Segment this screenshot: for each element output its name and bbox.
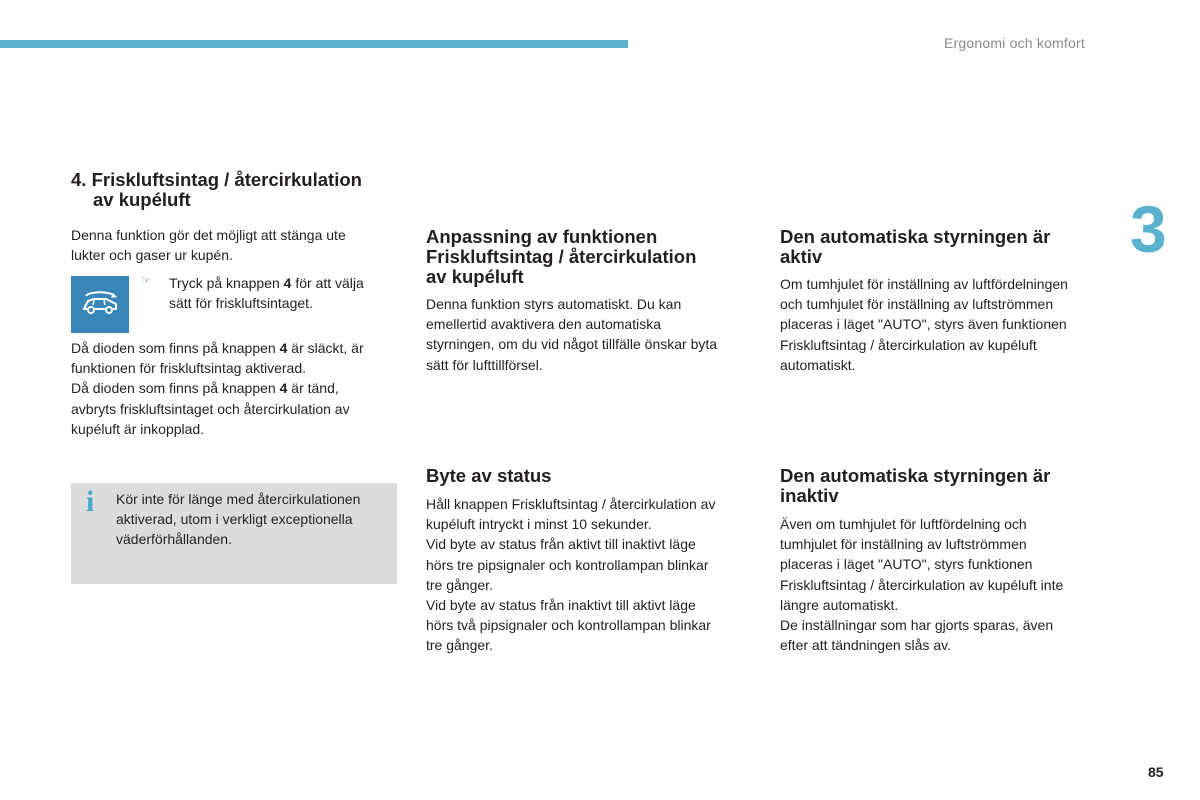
text-line: Denna funktion styrs automatiskt. Du kan bbox=[426, 296, 682, 312]
text-line: placeras i läget "AUTO", styrs även funktionen bbox=[780, 316, 1067, 333]
pointing-hand-icon: ☞ bbox=[141, 275, 151, 287]
text-line: Friskluftsintag / återcirkulation av kupéluft bbox=[780, 336, 1037, 353]
intro-line: Denna funktion gör det möjligt att stänga ute bbox=[71, 227, 346, 243]
heading-auto-inactive bbox=[780, 466, 1050, 506]
text-line: och tumhjulet för inställning av luftströmmen bbox=[780, 296, 1054, 313]
heading-auto-active bbox=[780, 227, 1050, 267]
step-text: Tryck på knappen bbox=[169, 275, 284, 291]
info-line: Kör inte för länge med återcirkulationen bbox=[116, 491, 361, 507]
text-line: Friskluftsintag / återcirkulation av kupéluft inte bbox=[780, 576, 1064, 593]
chapter-number: 3 bbox=[1130, 192, 1167, 266]
text-line: sätt för lufttillförsel. bbox=[426, 356, 543, 373]
heading-line: inaktiv bbox=[780, 485, 839, 506]
text-line: Även om tumhjulet för luftfördelning och bbox=[780, 516, 1027, 532]
step-instruction bbox=[169, 273, 364, 313]
status-change-paragraph bbox=[426, 494, 715, 656]
main-heading bbox=[71, 170, 362, 210]
step-text: sätt för friskluftsintaget. bbox=[169, 295, 313, 312]
text-line: hörs två pipsignaler och kontrollampan blinkar bbox=[426, 617, 711, 634]
recirculation-button-illustration bbox=[71, 276, 129, 333]
text-line: styrningen, om du vid något tillfälle önskar byta bbox=[426, 336, 718, 353]
note-text: Då dioden som finns på knappen bbox=[71, 340, 280, 356]
heading-line: Den automatiska styrningen är bbox=[780, 226, 1051, 247]
button-number: 4 bbox=[279, 380, 288, 397]
text-line: placeras i läget "AUTO", styrs funktionen bbox=[780, 556, 1033, 573]
info-icon: i bbox=[86, 485, 95, 518]
intro-line: lukter och gaser ur kupén. bbox=[71, 247, 233, 264]
text-line: emellertid avaktivera den automatiska bbox=[426, 316, 662, 333]
text-line: tre gånger. bbox=[426, 637, 493, 654]
text-line: De inställningar som har gjorts sparas, även bbox=[780, 617, 1054, 634]
adaptation-paragraph bbox=[426, 294, 717, 375]
text-line: Vid byte av status från inaktivt till aktivt läge bbox=[426, 597, 696, 614]
heading-line: Friskluftsintag / återcirkulation bbox=[426, 246, 697, 267]
heading-line: Den automatiska styrningen är bbox=[780, 465, 1051, 486]
header-accent-bar bbox=[0, 40, 628, 48]
main-heading-line2: av kupéluft bbox=[93, 189, 191, 210]
text-line: automatiskt. bbox=[780, 356, 856, 373]
section-title: Ergonomi och komfort bbox=[944, 35, 1085, 51]
heading-line: av kupéluft bbox=[426, 266, 524, 287]
heading-status-change: Byte av status bbox=[426, 465, 552, 486]
text-line: tre gånger. bbox=[426, 576, 493, 593]
text-line: längre automatiskt. bbox=[780, 596, 899, 613]
note-text: är släckt, är bbox=[287, 340, 364, 356]
auto-inactive-paragraph bbox=[780, 514, 1063, 655]
text-line: kupéluft intryckt i minst 10 sekunder. bbox=[426, 516, 652, 533]
button-number: 4 bbox=[279, 340, 288, 356]
text-line: hörs tre pipsignaler och kontrollampan blinkar bbox=[426, 556, 709, 573]
step-text: för att välja bbox=[291, 275, 364, 291]
text-line: tumhjulet för inställning av luftströmmen bbox=[780, 536, 1027, 553]
info-line: väderförhållanden. bbox=[116, 531, 232, 548]
note-text: är tänd, bbox=[287, 380, 339, 397]
button-number: 4 bbox=[283, 275, 292, 291]
text-line: Vid byte av status från aktivt till inaktivt läge bbox=[426, 536, 696, 553]
main-heading-line1: 4. Friskluftsintag / återcirkulation bbox=[71, 169, 362, 190]
text-line: efter att tändningen slås av. bbox=[780, 637, 951, 654]
heading-line: aktiv bbox=[780, 246, 823, 267]
heading-adaptation bbox=[426, 227, 696, 287]
note-text: avbryts friskluftsintaget och återcirkulation av bbox=[71, 400, 350, 417]
led-status-paragraph bbox=[71, 338, 364, 439]
info-text bbox=[116, 489, 394, 550]
text-line: Om tumhjulet för inställning av luftfördelningen bbox=[780, 276, 1068, 292]
heading-line: Anpassning av funktionen bbox=[426, 226, 658, 247]
note-text: kupéluft är inkopplad. bbox=[71, 420, 205, 437]
recirculation-car-icon bbox=[80, 288, 120, 320]
note-text: funktionen för friskluftsintag aktiverad. bbox=[71, 360, 307, 377]
page-number: 85 bbox=[1148, 764, 1164, 780]
intro-paragraph bbox=[71, 225, 346, 265]
info-line: aktiverad, utom i verkligt exceptionella bbox=[116, 511, 353, 528]
auto-active-paragraph bbox=[780, 274, 1068, 375]
text-line: Håll knappen Friskluftsintag / återcirkulation av bbox=[426, 496, 716, 512]
info-notice-box bbox=[71, 483, 397, 584]
note-text: Då dioden som finns på knappen bbox=[71, 380, 280, 397]
